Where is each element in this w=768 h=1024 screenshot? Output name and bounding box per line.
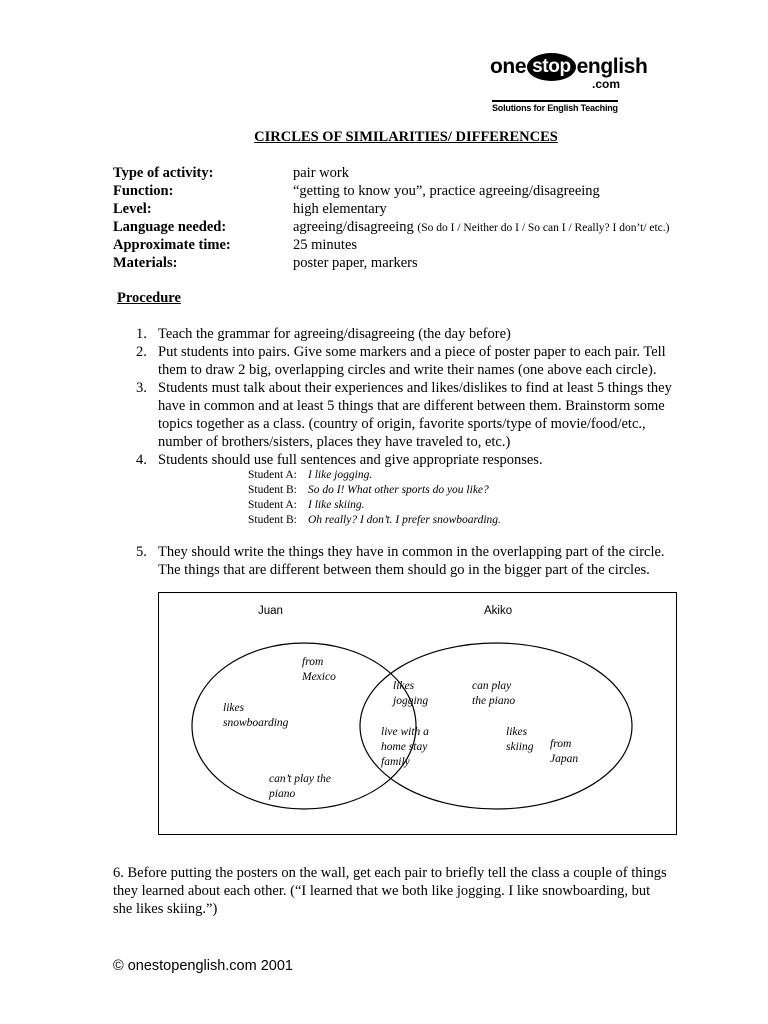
dialogue-speaker: Student A: (248, 469, 297, 481)
page-title: CIRCLES OF SIMILARITIES/ DIFFERENCES (254, 129, 558, 145)
step-line: Students must talk about their experiences and likes/dislikes to find at least 5 things they (158, 380, 672, 396)
info-label-level: Level: (113, 201, 152, 217)
venn-right-item: can play the piano (472, 680, 516, 707)
step-line: topics together as a class. (country of origin, favorite sports/type of movie/food/etc., (158, 416, 646, 432)
step-line: The things that are different between them should go in the bigger part of the circles. (158, 562, 650, 578)
step-number: 4. (136, 452, 147, 468)
step-6-line: they learned about each other. (“I learned that we both like jogging. I like snowboarding, but (113, 883, 651, 899)
info-label-language: Language needed: (113, 219, 227, 235)
logo-stop-badge: stop (527, 53, 576, 81)
logo-com: .com (592, 77, 621, 91)
step-line: Students should use full sentences and give appropriate responses. (158, 452, 543, 468)
info-value-language-note: (So do I / Neither do I / So can I / Really? I don’t/ etc.) (417, 222, 670, 234)
step-number: 1. (136, 326, 147, 342)
info-value-language-main: agreeing/disagreeing (293, 219, 414, 235)
info-label-materials: Materials: (113, 255, 178, 271)
venn-shared-item: likes jogging (393, 680, 429, 707)
dialogue-speaker: Student A: (248, 499, 297, 511)
dialogue-text: So do I! What other sports do you like? (308, 484, 489, 496)
footer-text: onestopenglish.com 2001 (123, 958, 293, 974)
venn-right-item: from Japan (550, 738, 579, 765)
logo-prefix: one (490, 55, 527, 78)
info-value-time: 25 minutes (293, 237, 358, 253)
venn-left-item: from Mexico (302, 656, 336, 683)
logo-tagline: Solutions for English Teaching (492, 100, 618, 113)
logo-suffix: english (576, 55, 648, 78)
step-number: 5. (136, 544, 147, 560)
step-number: 2. (136, 344, 147, 360)
dialogue-text: I like jogging. (308, 469, 373, 481)
step-6-paragraph (113, 864, 667, 918)
info-value-materials: poster paper, markers (293, 255, 418, 271)
step-line: have in common and at least 5 things that are different between them. Brainstorm some (158, 398, 665, 414)
venn-shared-item: live with a home stay family (381, 726, 429, 768)
step-6-line: 6. Before putting the posters on the wall, get each pair to briefly tell the class a couple of things (113, 865, 667, 881)
procedure-heading: Procedure (117, 290, 181, 306)
dialogue-text: I like skiing. (308, 499, 365, 511)
step-line: Put students into pairs. Give some markers and a piece of poster paper to each pair. Tell (158, 344, 666, 360)
dialogue-speaker: Student B: (248, 514, 297, 526)
venn-left-item: can’t play the piano (269, 773, 331, 800)
venn-right-name: Akiko (484, 605, 513, 617)
step-line: They should write the things they have in common in the overlapping part of the circle. (158, 544, 665, 560)
info-value-type: pair work (293, 165, 349, 181)
step-number: 3. (136, 380, 147, 396)
info-label-function: Function: (113, 183, 174, 199)
copyright-icon: © (113, 958, 124, 974)
venn-left-item: likes snowboarding (223, 702, 289, 729)
footer-copyright (113, 958, 293, 974)
venn-left-name: Juan (258, 605, 283, 617)
venn-right-item: likes skiing (506, 726, 534, 753)
step-line: Teach the grammar for agreeing/disagreeing (the day before) (158, 326, 511, 342)
info-value-level: high elementary (293, 201, 387, 217)
info-label-type: Type of activity: (113, 165, 214, 181)
info-value-function: “getting to know you”, practice agreeing/disagreeing (293, 183, 600, 199)
info-label-time: Approximate time: (113, 237, 231, 253)
dialogue-speaker: Student B: (248, 484, 297, 496)
dialogue-text: Oh really? I don’t. I prefer snowboarding. (308, 514, 501, 526)
step-line: number of brothers/sisters, places they have traveled to, etc.) (158, 434, 511, 450)
step-6-line: she likes skiing.”) (113, 901, 218, 917)
step-line: them to draw 2 big, overlapping circles and write their names (one above each circle). (158, 362, 657, 378)
